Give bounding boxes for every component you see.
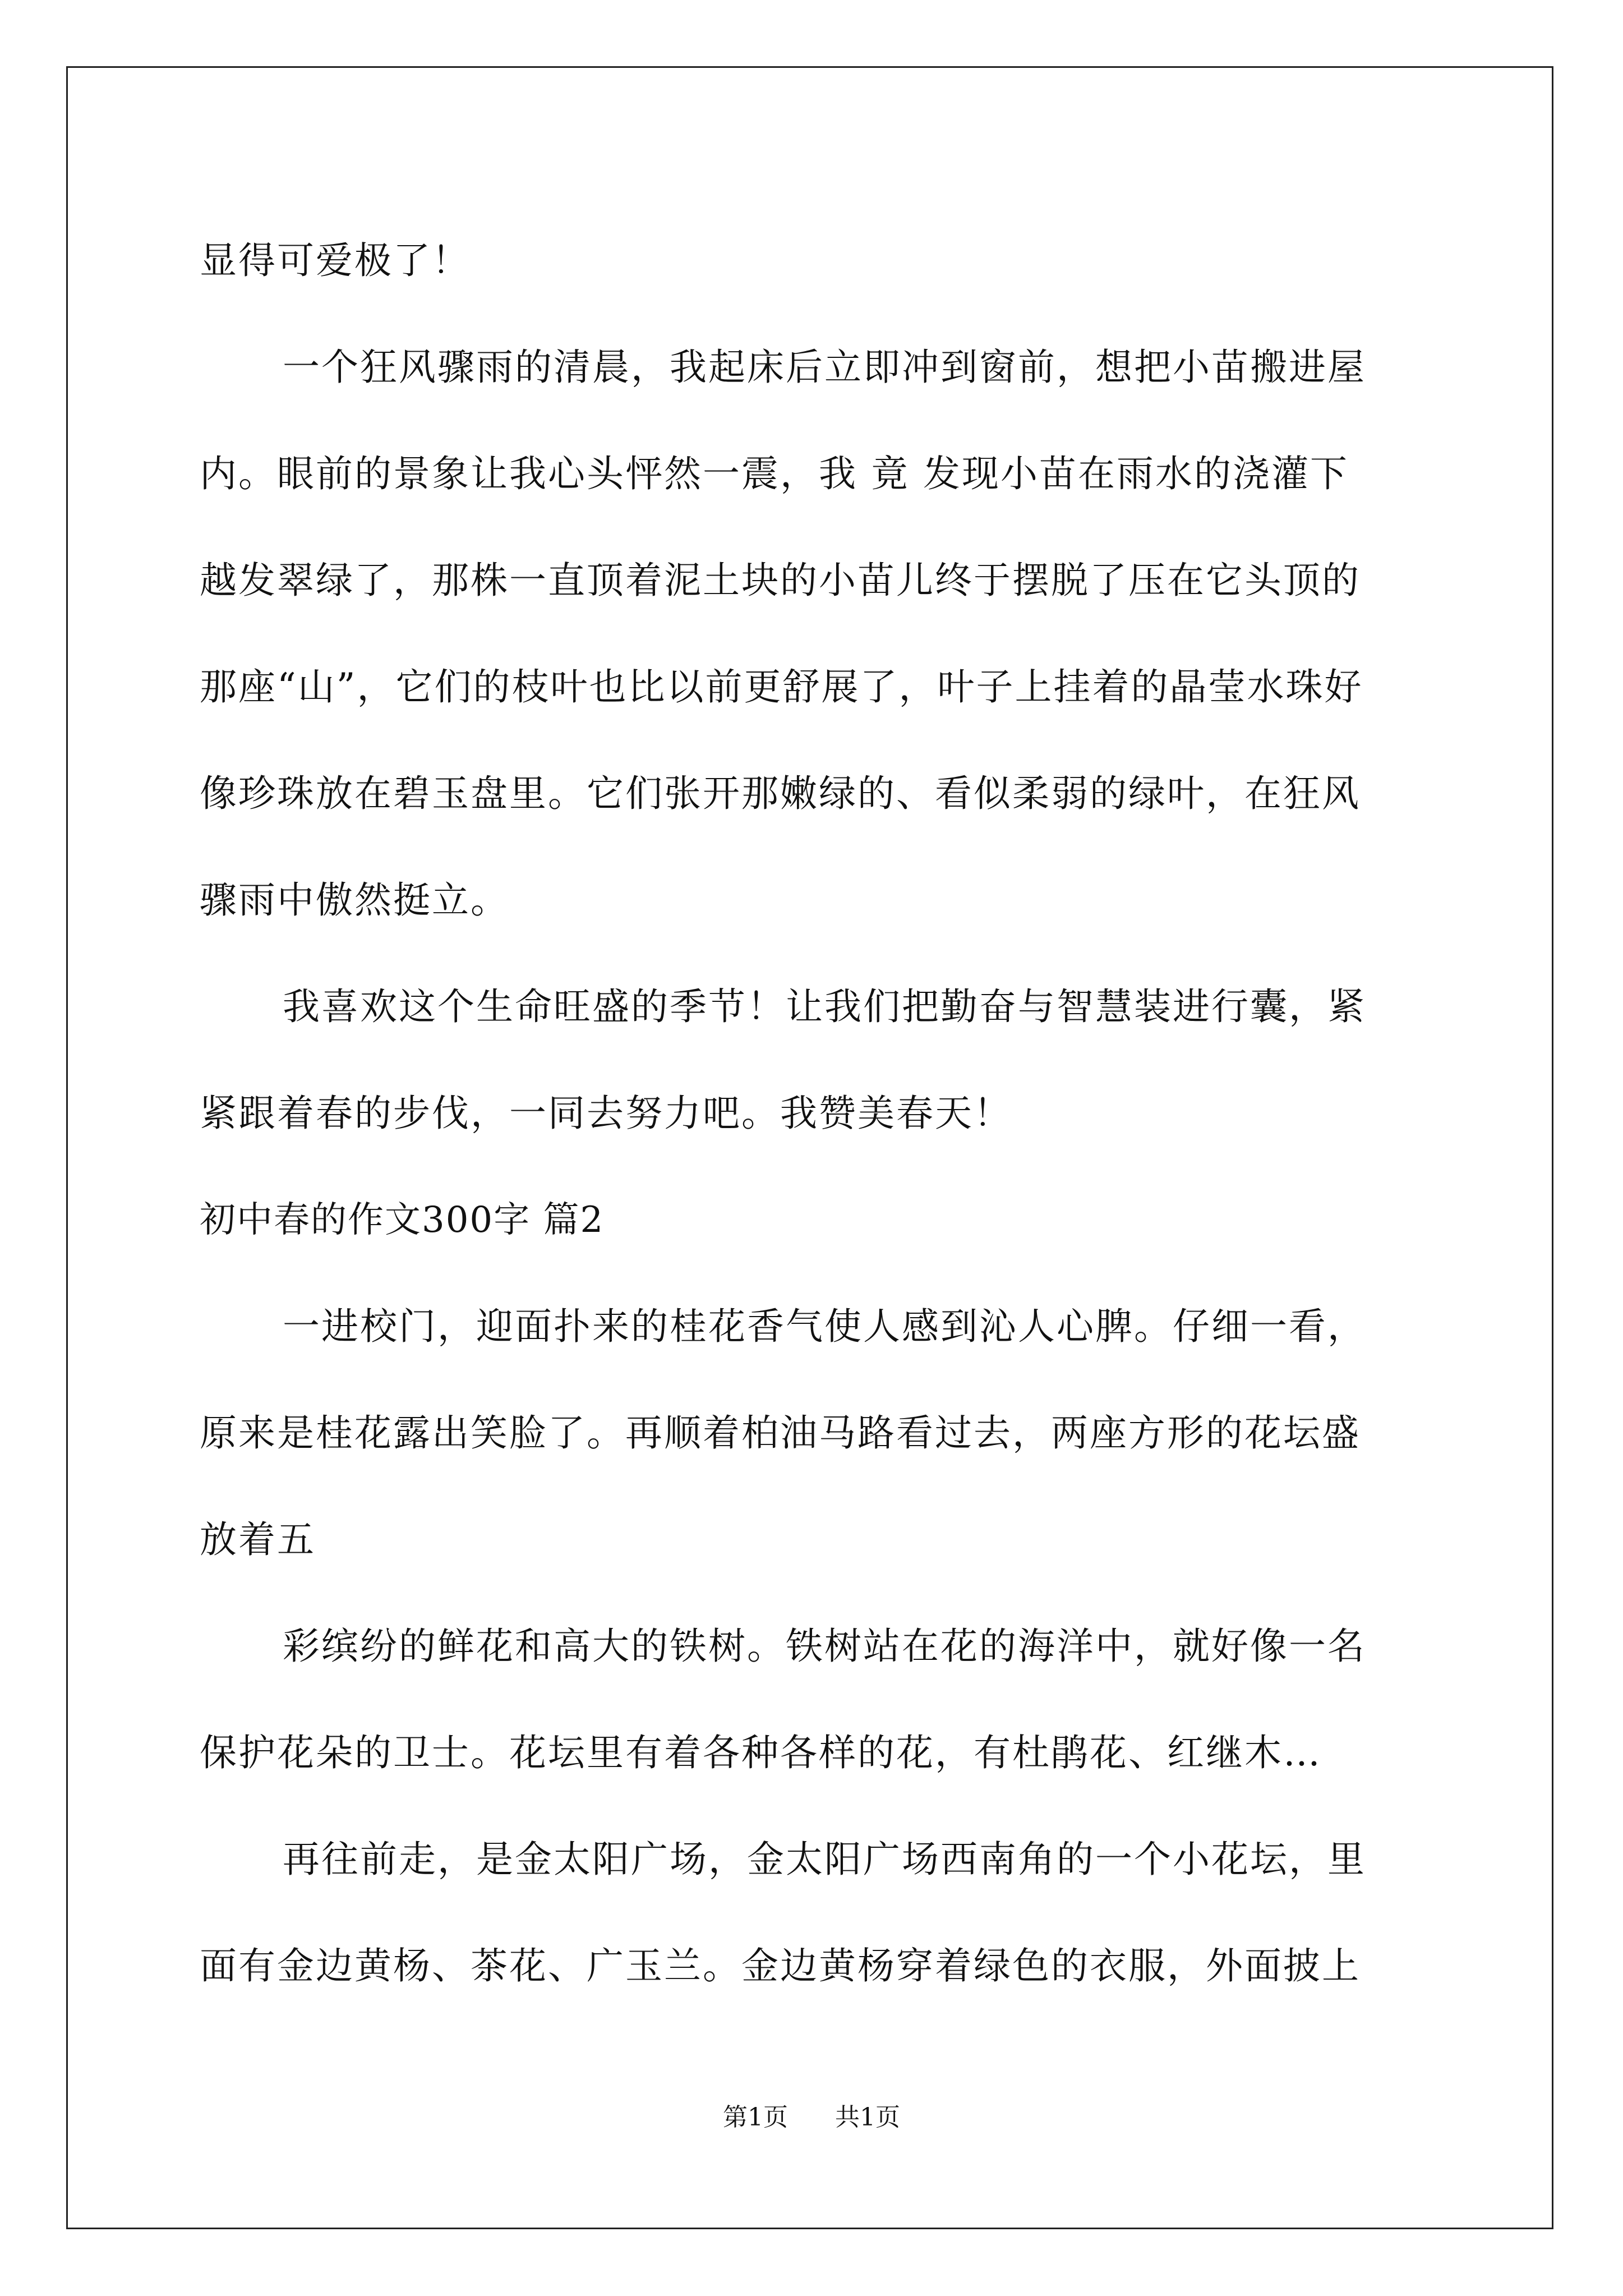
body-line-15: 保护花朵的卫士。花坛里有着各种各样的花，有杜鹃花、红继木… <box>200 1731 1322 1774</box>
page-footer <box>0 2101 1623 2134</box>
body-line-4: 越发翠绿了，那株一直顶着泥土块的小苗儿终于摆脱了压在它头顶的 <box>200 559 1361 602</box>
body-line-13: 放着五 <box>200 1518 316 1561</box>
document-body <box>200 208 1428 2019</box>
body-line-16: 再往前走，是金太阳广场，金太阳广场西南角的一个小花坛，里 <box>283 1838 1366 1881</box>
body-line-5: 那座“山”，它们的枝叶也比以前更舒展了，叶子上挂着的晶莹水珠好 <box>200 665 1363 708</box>
body-line-8: 我喜欢这个生命旺盛的季节！让我们把勤奋与智慧装进行囊，紧 <box>283 985 1366 1028</box>
body-line-3: 内。眼前的景象让我心头怦然一震，我 竟 发现小苗在雨水的浇灌下 <box>200 452 1349 495</box>
page-number-current: 第1页 <box>723 2103 788 2132</box>
body-line-17: 面有金边黄杨、茶花、广玉兰。金边黄杨穿着绿色的衣服，外面披上 <box>200 1944 1361 1987</box>
body-line-14: 彩缤纷的鲜花和高大的铁树。铁树站在花的海洋中，就好像一名 <box>283 1625 1366 1668</box>
body-line-1: 显得可爱极了！ <box>200 239 471 282</box>
body-line-11: 一进校门，迎面扑来的桂花香气使人感到沁人心脾。仔细一看， <box>283 1305 1366 1348</box>
body-line-6: 像珍珠放在碧玉盘里。它们张开那嫩绿的、看似柔弱的绿叶，在狂风 <box>200 772 1361 815</box>
body-line-9: 紧跟着春的步伐，一同去努力吧。我赞美春天！ <box>200 1092 1012 1135</box>
section-heading: 初中春的作文300字 篇2 <box>200 1199 605 1241</box>
body-line-2: 一个狂风骤雨的清晨，我起床后立即冲到窗前，想把小苗搬进屋 <box>283 346 1366 389</box>
page-number-total: 共1页 <box>835 2103 900 2132</box>
body-line-7: 骤雨中傲然挺立。 <box>200 878 509 922</box>
body-line-12: 原来是桂花露出笑脸了。再顺着柏油马路看过去，两座方形的花坛盛 <box>200 1411 1361 1455</box>
